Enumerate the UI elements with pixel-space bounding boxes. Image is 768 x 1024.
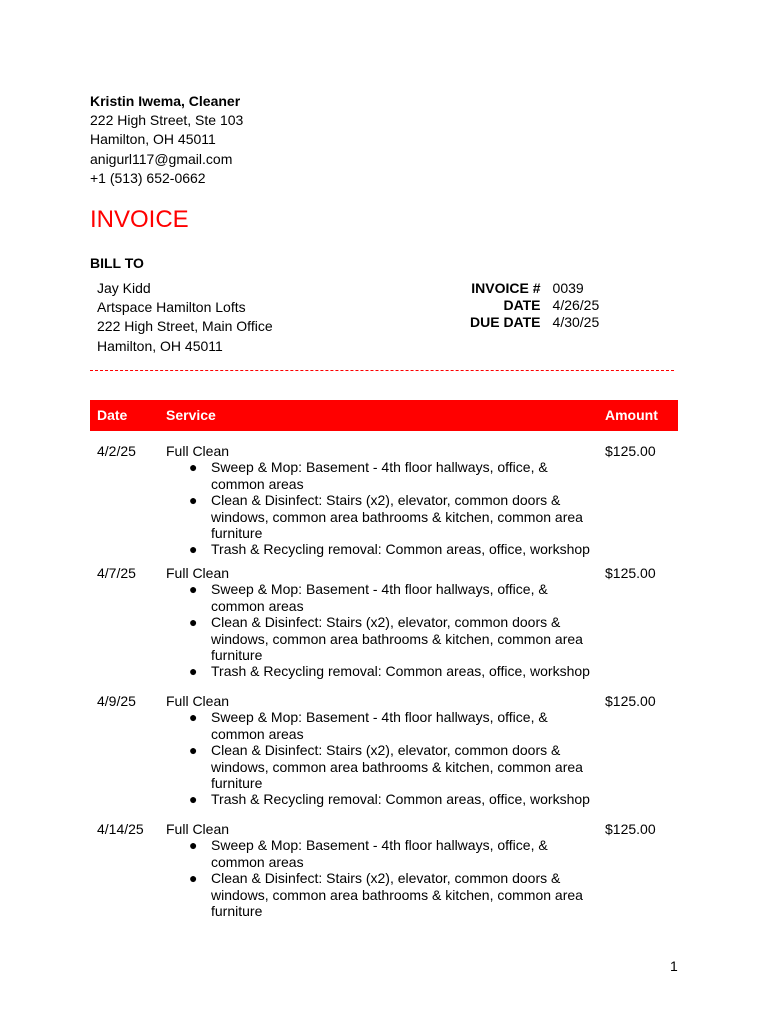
sender-block: [90, 92, 243, 188]
invoice-number-label: INVOICE #: [471, 280, 541, 296]
invoice-number-value: 0039: [552, 280, 584, 296]
service-task-text: Sweep & Mop: Basement - 4th floor hallways, office, & common areas: [211, 837, 548, 870]
sender-address-line-1: 222 High Street, Ste 103: [90, 112, 244, 129]
service-task-item: [166, 541, 596, 557]
service-task-item: [166, 837, 596, 870]
row-date: 4/9/25: [97, 693, 136, 709]
service-task-text: Clean & Disinfect: Stairs (x2), elevator, common doors & windows, common area bathrooms & kitchen, common area furniture: [211, 492, 583, 542]
bill-to-address-line-1: 222 High Street, Main Office: [97, 318, 273, 335]
bullet-icon: ●: [189, 459, 198, 476]
service-task-list: [166, 837, 596, 919]
row-service: [166, 693, 596, 808]
service-name: Full Clean: [166, 565, 230, 581]
service-name: Full Clean: [166, 443, 230, 459]
bullet-icon: ●: [189, 541, 198, 558]
header-date: Date: [97, 407, 128, 423]
row-date: 4/2/25: [97, 443, 136, 459]
service-task-list: [166, 581, 596, 679]
row-amount: $125.00: [605, 565, 656, 581]
service-task-item: [166, 459, 596, 492]
bullet-icon: ●: [189, 614, 198, 631]
sender-phone: +1 (513) 652-0662: [90, 169, 206, 186]
service-task-item: [166, 663, 596, 679]
service-task-text: Clean & Disinfect: Stairs (x2), elevator, common doors & windows, common area bathrooms & kitchen, common area furniture: [211, 870, 583, 920]
service-task-text: Sweep & Mop: Basement - 4th floor hallways, office, & common areas: [211, 581, 548, 614]
row-service: [166, 443, 596, 558]
bullet-icon: ●: [189, 791, 198, 808]
service-task-item: [166, 791, 596, 807]
bill-to-block: [97, 279, 273, 356]
bullet-icon: ●: [189, 581, 198, 598]
service-task-item: [166, 492, 596, 541]
section-divider: [90, 370, 674, 371]
bullet-icon: ●: [189, 870, 198, 887]
table-header: [90, 400, 678, 431]
header-service: Service: [166, 407, 216, 423]
service-task-item: [166, 581, 596, 614]
service-task-text: Sweep & Mop: Basement - 4th floor hallways, office, & common areas: [211, 459, 548, 492]
row-amount: $125.00: [605, 443, 656, 459]
service-task-list: [166, 709, 596, 807]
bullet-icon: ●: [189, 742, 198, 759]
invoice-date-label: DATE: [503, 297, 541, 313]
service-task-item: [166, 742, 596, 791]
page-number: 1: [670, 958, 678, 974]
service-task-text: Trash & Recycling removal: Common areas, office, workshop: [211, 663, 590, 680]
bullet-icon: ●: [189, 663, 198, 680]
invoice-title: INVOICE: [90, 206, 189, 233]
row-amount: $125.00: [605, 693, 656, 709]
sender-name: Kristin Iwema, Cleaner: [90, 93, 241, 109]
row-service: [166, 565, 596, 680]
invoice-meta: [470, 280, 599, 331]
bill-to-name: Jay Kidd: [97, 280, 151, 296]
service-task-item: [166, 709, 596, 742]
service-task-item: [166, 614, 596, 663]
line-items-table: [90, 400, 678, 920]
service-name: Full Clean: [166, 821, 230, 837]
sender-address-line-2: Hamilton, OH 45011: [90, 131, 216, 148]
sender-email: anigurl117@gmail.com: [90, 150, 233, 167]
service-task-text: Sweep & Mop: Basement - 4th floor hallways, office, & common areas: [211, 709, 548, 742]
row-date: 4/14/25: [97, 821, 144, 837]
due-date-value: 4/30/25: [552, 314, 600, 330]
bullet-icon: ●: [189, 492, 198, 509]
due-date-label: DUE DATE: [470, 314, 541, 330]
bill-to-heading: BILL TO: [90, 255, 144, 271]
row-date: 4/7/25: [97, 565, 136, 581]
service-task-text: Clean & Disinfect: Stairs (x2), elevator, common doors & windows, common area bathrooms & kitchen, common area furniture: [211, 614, 583, 664]
table-row: [90, 565, 678, 680]
header-amount: Amount: [605, 407, 658, 423]
bill-to-company: Artspace Hamilton Lofts: [97, 299, 246, 316]
bullet-icon: ●: [189, 837, 198, 854]
service-task-text: Clean & Disinfect: Stairs (x2), elevator, common doors & windows, common area bathrooms & kitchen, common area furniture: [211, 742, 583, 792]
service-name: Full Clean: [166, 693, 230, 709]
service-task-text: Trash & Recycling removal: Common areas, office, workshop: [211, 541, 590, 558]
row-service: [166, 821, 596, 919]
service-task-list: [166, 459, 596, 557]
table-row: [90, 443, 678, 558]
service-task-item: [166, 870, 596, 919]
service-task-text: Trash & Recycling removal: Common areas, office, workshop: [211, 791, 590, 808]
row-amount: $125.00: [605, 821, 656, 837]
invoice-date-value: 4/26/25: [552, 297, 600, 313]
bullet-icon: ●: [189, 709, 198, 726]
table-row: [90, 821, 678, 919]
bill-to-address-line-2: Hamilton, OH 45011: [97, 337, 223, 354]
table-row: [90, 693, 678, 808]
